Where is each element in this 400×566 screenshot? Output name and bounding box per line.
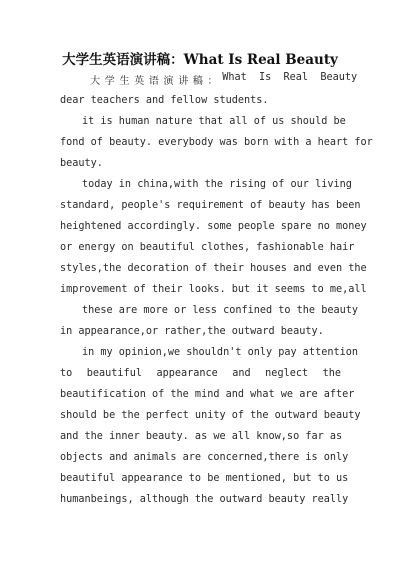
body-line: today in china,with the rising of our living	[82, 179, 352, 190]
body-line: improvement of their looks. but it seems to me,all	[60, 284, 367, 295]
body-line: standard, people's requirement of beauty has been	[60, 200, 361, 211]
body-line: heightened accordingly. some people spare no money	[60, 221, 367, 232]
body-line: and the inner beauty. as we all know,so far as	[60, 431, 343, 442]
body-line: should be the perfect unity of the outward beauty	[60, 410, 361, 421]
body-line: it is human nature that all of us should be	[82, 116, 346, 127]
body-line: these are more or less confined to the beauty	[82, 305, 359, 316]
body-line: to beautiful appearance and neglect the	[60, 368, 341, 379]
document-subtitle	[90, 72, 358, 87]
body-line: or energy on beautiful clothes, fashionable hair	[60, 242, 355, 253]
body-line: beautification of the mind and what we are after	[60, 389, 355, 400]
subtitle-chinese: 大学生英语演讲稿：	[90, 76, 223, 87]
body-line: beautiful appearance to be mentioned, but to us	[60, 473, 349, 484]
body-line: dear teachers and fellow students.	[60, 95, 269, 106]
body-line: objects and animals are concerned,there is only	[60, 452, 349, 463]
body-line: beauty.	[60, 158, 103, 169]
body-line: styles,the decoration of their houses and even the	[60, 263, 367, 274]
document-title: 大学生英语演讲稿：What Is Real Beauty	[62, 52, 338, 68]
subtitle-english: What Is Real Beauty	[222, 72, 358, 83]
body-line: humanbeings, although the outward beauty really	[60, 494, 349, 505]
body-line: in my opinion,we shouldn't only pay attention	[82, 347, 359, 358]
body-line: fond of beauty. everybody was born with a heart for	[60, 137, 373, 148]
body-line: in appearance,or rather,the outward beauty.	[60, 326, 324, 337]
